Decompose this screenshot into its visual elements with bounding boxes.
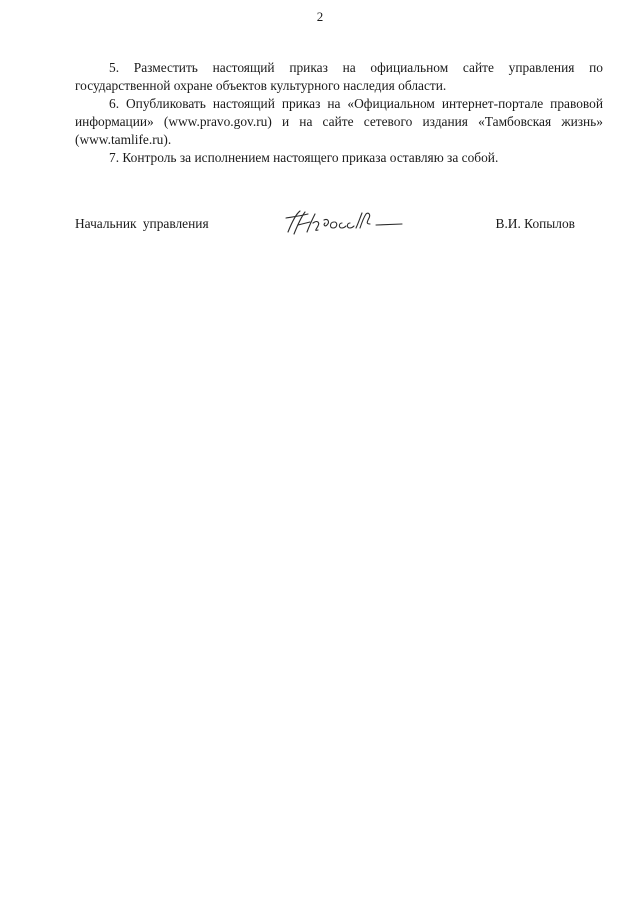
paragraph-item-6: 6. Опубликовать настоящий приказ на «Официальном интернет-портале правовой информации» (www.pravo.gov.ru) и на сайте сетевого издания «Тамбовская жизнь» (www.tamlife.ru). xyxy=(75,96,603,147)
position-title: Начальник управления xyxy=(75,216,209,231)
document-body xyxy=(75,59,603,167)
handwritten-signature xyxy=(280,208,430,242)
page-number: 2 xyxy=(316,9,324,24)
paragraph-item-5: 5. Разместить настоящий приказ на официальном сайте управления по государственной охране объектов культурного наследия области. xyxy=(75,60,603,93)
signatory-name: В.И. Копылов xyxy=(495,216,575,231)
signature-block xyxy=(75,208,603,248)
paragraph-item-7: 7. Контроль за исполнением настоящего приказа оставляю за собой. xyxy=(109,150,499,165)
